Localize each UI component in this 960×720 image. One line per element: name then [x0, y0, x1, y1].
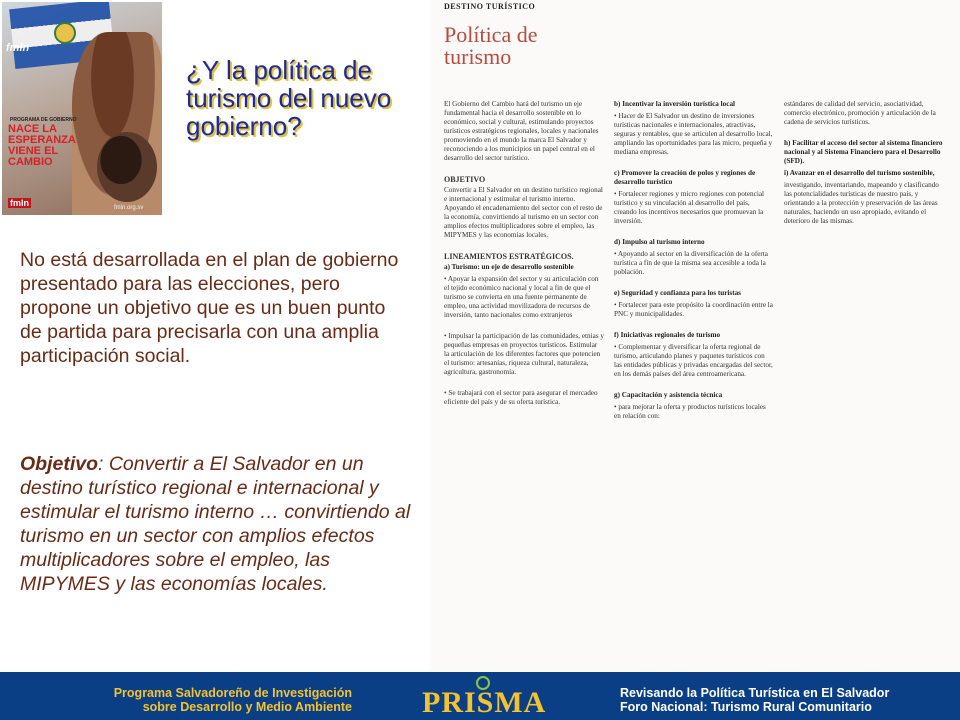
footer-right-line1: Revisando la Política Turística en El Salvador — [620, 686, 890, 700]
doc-bullet-a3: • Se trabajará con el sector para asegurar el mercadeo eficiente del país y de su oferta turística. — [444, 389, 604, 407]
footer-bar — [0, 672, 960, 720]
doc-bullet-g1: • para mejorar la oferta y productos turísticos locales en relación con: — [614, 403, 774, 421]
doc-bullet-d1: • Apoyando al sector en la diversificación de la oferta turística a fin de que la misma sea accesible a toda la población. — [614, 250, 774, 277]
baby-figure — [97, 132, 157, 202]
doc-bullet-b1: • Hacer de El Salvador un destino de inversiones turísticas nacionales e internacionales, atractivas, seguras y rentables, que se articulen al desarrollo local, ampliando las oportunidades para las micro, pequeña y mediana empresas. — [614, 112, 774, 157]
doc-intro: El Gobierno del Cambio hará del turismo un eje fundamental hacia el desarrollo sostenible en lo económico, social y cultural, estimulando proyectos turísticos estratégicos regionales, locales y nacionales promoviendo en el mundo la marca El Salvador y reconociendo a los municipios un papel central en el desarrollo del sector turístico. — [444, 100, 599, 162]
doc-heading-c: c) Promover la creación de polos y regiones de desarrollo turístico — [614, 169, 756, 186]
doc-column-1 — [444, 100, 604, 419]
doc-kicker: DESTINO TURÍSTICO — [444, 2, 536, 11]
poster-logo-top: fmln — [6, 42, 30, 54]
doc-heading-d: d) Impulso al turismo interno — [614, 238, 705, 246]
doc-text-i: investigando, inventariando, mapeando y clasificando las potencialidades turísticas de nuestro país, y orientando a la protección y preservación de las áreas naturales, haciendo un uso apropiado, evitando el deterioro de las mismas. — [784, 181, 939, 225]
prisma-logo: PRISMA — [422, 686, 547, 719]
doc-column-2 — [614, 100, 774, 433]
doc-title: Política de turismo — [444, 22, 538, 69]
footer-left-line2: sobre Desarrollo y Medio Ambiente — [142, 700, 352, 714]
doc-heading-h: h) Facilitar el acceso del sector al sistema financiero nacional y al Sistema Financiero para el Desarrollo (SFD). — [784, 139, 943, 165]
poster-program-label: PROGRAMA DE GOBIERNO — [10, 117, 77, 123]
doc-lineamientos-label: LINEAMIENTOS ESTRATÉGICOS. — [444, 252, 574, 261]
doc-bullet-a2: • Impulsar la participación de las comunidades, etnias y pequeñas empresas en proyectos turísticos. Estimular la articulación de los diferentes factores que potencien el turismo: artesanías, riqueza cultural, naturaleza, agricultura, gastronomía. — [444, 332, 604, 377]
doc-bullet-c1: • Fortalecer regiones y micro regiones con potencial turístico y su vinculación al desarrollo del país, creando los incentivos necesarios que promuevan la inversión. — [614, 190, 774, 226]
doc-bullet-a1: • Apoyar la expansión del sector y su articulación con el tejido económico nacional y local a fin de que el turismo se convierta en una fuente permanente de empleo, una actividad movilizadora de recursos de inversión, tanto nacionales como extranjeros — [444, 275, 604, 320]
doc-heading-i: i) Avanzar en el desarrollo del turismo sostenible, — [784, 169, 935, 177]
poster-logo-bottom: fmln — [10, 198, 29, 208]
slide-paragraph: No está desarrollada en el plan de gobierno presentado para las elecciones, pero propone un objetivo que es un buen punto de partida para precisarla con una amplia participación social. — [20, 249, 399, 367]
poster-slogan: NACE LA ESPERANZA VIENE EL CAMBIO — [8, 123, 76, 168]
doc-objective: Convertir a El Salvador en un destino turístico regional e internacional y estimular el turismo interno. Apoyando el encadenamiento del sector con el resto de la economía, convirtiendo al turismo en un sector con amplios efectos multiplicadores sobre el empleo, las MIPYMES y las economías locales. — [444, 186, 603, 239]
doc-heading-a: a) Turismo: un eje de desarrollo sostenible — [444, 263, 574, 271]
footer-left — [0, 686, 352, 714]
doc-column-3 — [784, 100, 944, 238]
doc-heading-f: f) Iniciativas regionales de turismo — [614, 331, 721, 339]
slide-objective — [20, 452, 418, 596]
slide-title: ¿Y la política de turismo del nuevo gobierno? — [186, 55, 392, 141]
footer-right-line2: Foro Nacional: Turismo Rural Comunitario — [620, 700, 872, 714]
doc-continuation: estándares de calidad del servicio, asociatividad, comercio electrónico, promoción y articulación de la cadena de servicios turísticos. — [784, 100, 936, 126]
objective-label: Objetivo — [20, 453, 99, 475]
poster-website: fmln.org.sv — [114, 205, 144, 211]
doc-heading-b: b) Incentivar la inversión turística local — [614, 100, 736, 108]
doc-objective-label: OBJETIVO — [444, 175, 486, 184]
footer-left-line1: Programa Salvadoreño de Investigación — [113, 686, 352, 700]
doc-heading-e: e) Seguridad y confianza para los turistas — [614, 289, 741, 297]
document-clipping — [430, 0, 960, 672]
doc-bullet-f1: • Complementar y diversificar la oferta regional de turismo, articulando planes y paquetes turísticos con las entidades públicas y privadas encargadas del sector, en los demás países del área centroamericana. — [614, 343, 774, 379]
campaign-poster — [2, 2, 162, 215]
doc-bullet-e1: • Fortalecer para este propósito la coordinación entre la PNC y municipalidades. — [614, 301, 774, 319]
objective-text: : Convertir a El Salvador en un destino turístico regional e internacional y estimular el turismo interno … convirtiendo al turismo en un sector con amplios efectos multiplicadores sobre el empleo, las MIPYMES y las economías locales. — [20, 453, 411, 595]
doc-heading-g: g) Capacitación y asistencia técnica — [614, 391, 723, 399]
footer-right — [620, 686, 950, 714]
